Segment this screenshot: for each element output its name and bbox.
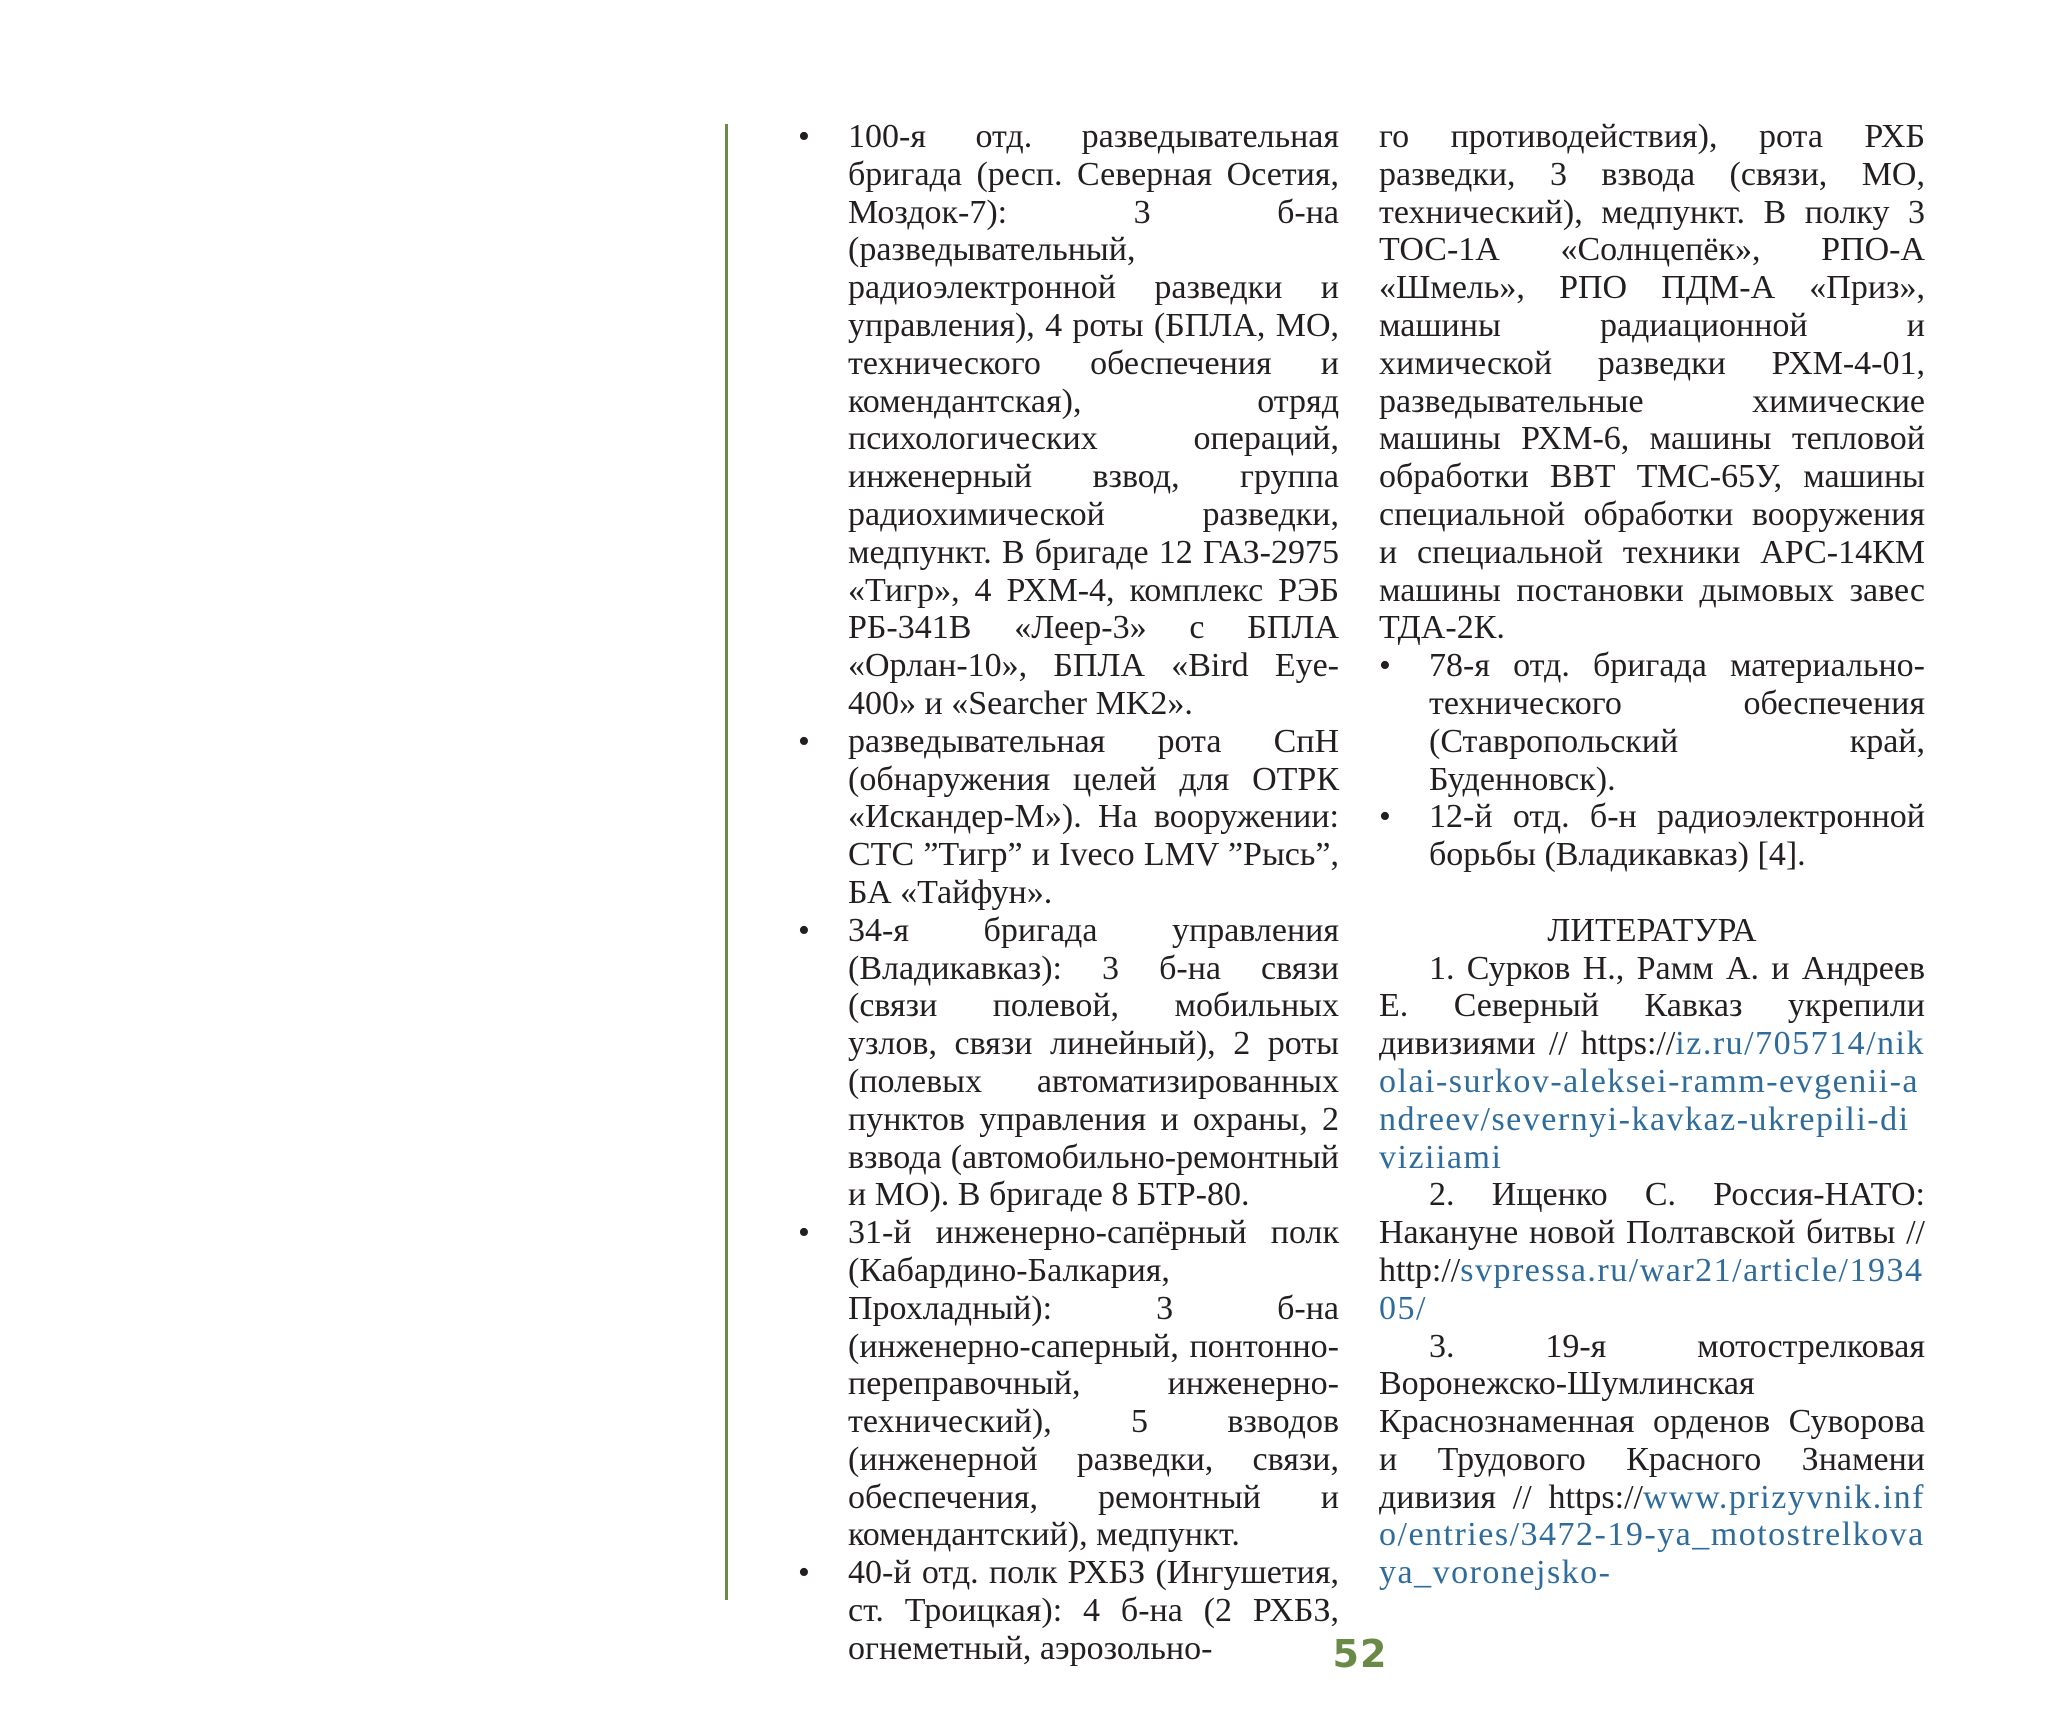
reference-1: [1379, 950, 1925, 1177]
reference-text: 3. 19-я мотострелковая Воронежско-Шумлинская Краснознаменная орденов Суворова и Трудового Красного Знамени дивизия // https://: [1379, 1327, 1925, 1516]
list-item: • разведывательная рота СпН (обнаружения целей для ОТРК «Искандер-М»). На вооружении: СТС ”Тигр” и Iveco LMV ”Рысь”, БА «Тайфун».: [798, 723, 1339, 912]
vertical-rule: [725, 124, 728, 1600]
reference-link[interactable]: www.prizyvnik.info/entries/3472-19-ya_motostrelkovaya_voronejsko-: [1379, 1478, 1925, 1592]
literature-heading: ЛИТЕРАТУРА: [1547, 911, 1757, 949]
reference-2: [1379, 1176, 1925, 1327]
reference-link[interactable]: iz.ru/705714/nikolai-surkov-aleksei-ramm-evgenii-andreev/severnyi-kavkaz-ukrepili-diviziiami: [1379, 1025, 1925, 1176]
reference-text: 2. Ищенко С. Россия-НАТО: Накануне новой Полтавской битвы // http://: [1379, 1176, 1925, 1289]
right-column: [1379, 118, 1925, 1592]
reference-text: 1. Сурков Н., Рамм А. и Андреев Е. Северный Кавказ укрепили дивизиями // https://: [1379, 949, 1925, 1063]
reference-3: [1379, 1328, 1925, 1593]
list-item: • 12-й отд. б-н радиоэлектронной борьбы (Владикавказ) [4].: [1379, 798, 1925, 874]
left-column: [798, 118, 1339, 1668]
list-item: • 31-й инженерно-сапёрный полк (Кабардино-Балкария, Прохладный): 3 б-на (инженерно-саперный, понтонно-переправочный, инженерно-технический), 5 взводов (инженерной разведки, связи, обеспечения, ремонтный и комендантский), медпункт.: [798, 1214, 1339, 1554]
page-number: 52: [1332, 1632, 1388, 1676]
list-item: • 40-й отд. полк РХБЗ (Ингушетия, ст. Троицкая): 4 б-на (2 РХБЗ, огнеметный, аэрозольно-: [798, 1554, 1339, 1667]
list-item: • 78-я отд. бригада материально-технического обеспечения (Ставропольский край, Буденновск).: [1379, 647, 1925, 798]
list-item: • 100-я отд. разведывательная бригада (респ. Северная Осетия, Моздок-7): 3 б-на (разведывательный, радиоэлектронной разведки и управления), 4 роты (БПЛА, МО, технического обеспечения и комендантская), отряд психологических операций, инженерный взвод, группа радиохимической разведки, медпункт. В бригаде 12 ГАЗ-2975 «Тигр», 4 РХМ-4, комплекс РЭБ РБ-341В «Леер-3» с БПЛА «Орлан-10», БПЛА «Bird Eye-400» и «Searcher MK2».: [798, 118, 1339, 723]
continued-paragraph: го противодействия), рота РХБ разведки, 3 взвода (связи, МО, технический), медпункт. В полку 3 ТОС-1А «Солнцепёк», РПО-А «Шмель», РПО ПДМ-А «Приз», машины радиационной и химической разведки РХМ-4-01, разведывательные химические машины РХМ-6, машины тепловой обработки ВВТ ТМС-65У, машины специальной обработки вооружения и специальной техники АРС-14КМ машины постановки дымовых завес ТДА-2К.: [1379, 118, 1925, 647]
list-item: • 34-я бригада управления (Владикавказ): 3 б-на связи (связи полевой, мобильных узлов, связи линейный), 2 роты (полевых автоматизированных пунктов управления и охраны, 2 взвода (автомобильно-ремонтный и МО). В бригаде 8 БТР-80.: [798, 912, 1339, 1214]
unit-list-right: [1379, 647, 1925, 874]
unit-list-left: [798, 118, 1339, 1668]
reference-link[interactable]: svpressa.ru/war21/article/193405/: [1379, 1251, 1924, 1327]
